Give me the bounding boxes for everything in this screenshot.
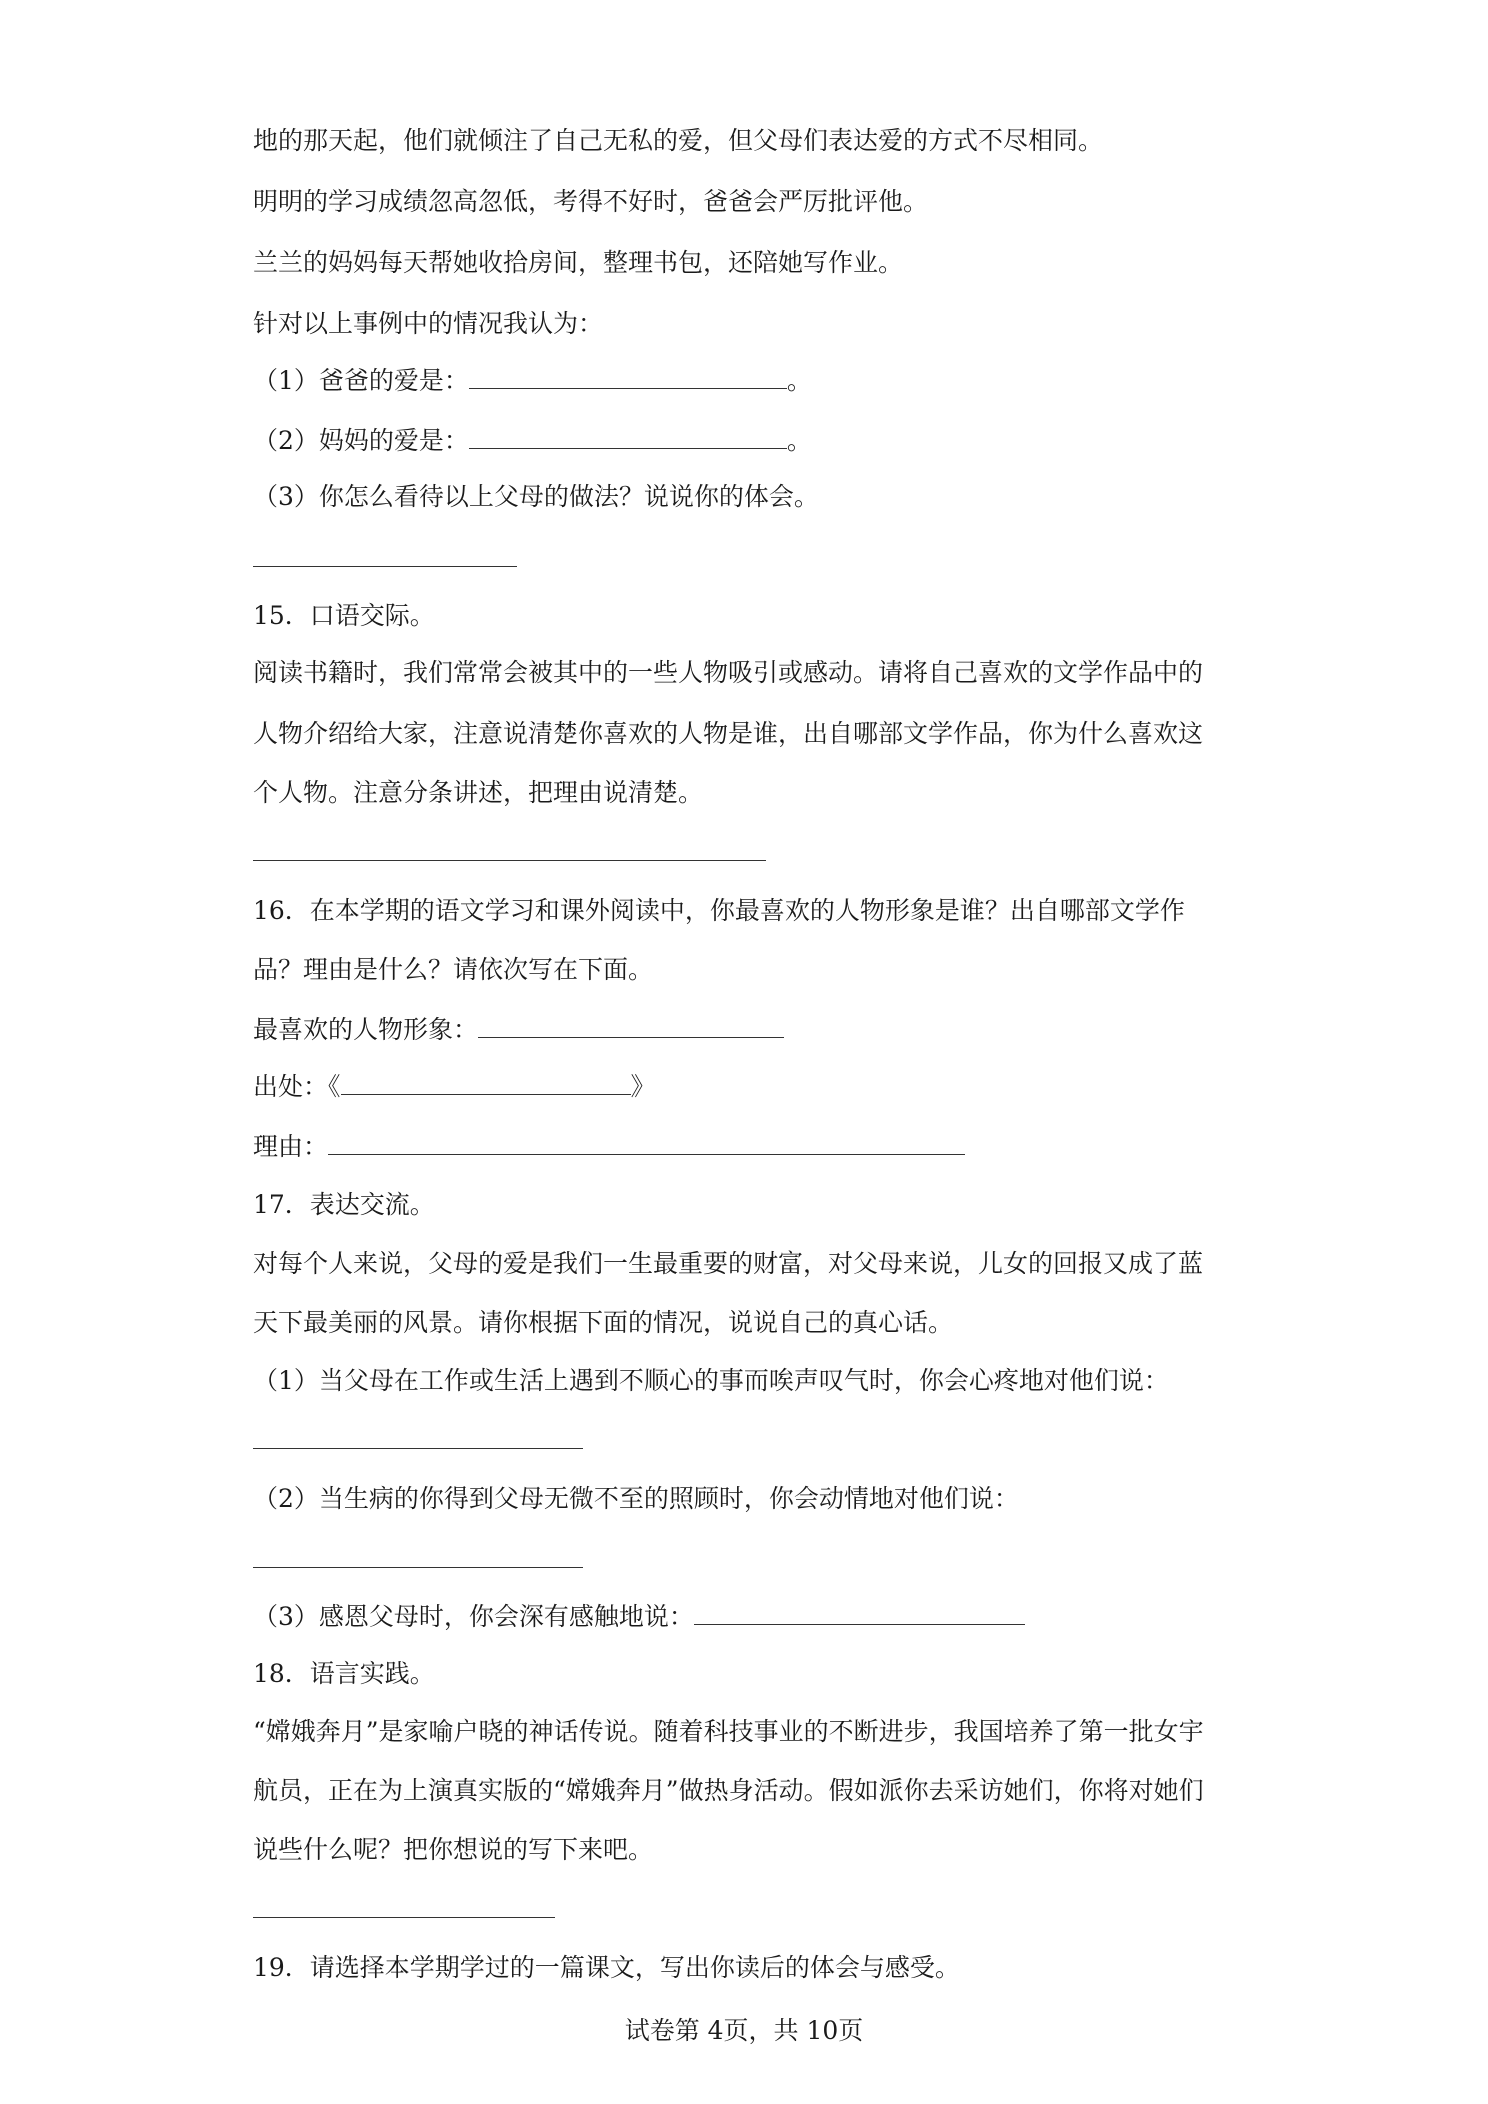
- q17-item-1: （1）当父母在工作或生活上遇到不顺心的事而唉声叹气时，你会心疼地对他们说：: [253, 1366, 1169, 1395]
- q14-item-1: [253, 364, 812, 398]
- q17-item-2: （2）当生病的你得到父母无微不至的照顾时，你会动情地对他们说：: [253, 1484, 1019, 1513]
- q16-reason-label: 理由：: [253, 1132, 329, 1161]
- q15-answer-blank[interactable]: [253, 860, 766, 861]
- q16-favorite-label: 最喜欢的人物形象：: [253, 1015, 479, 1044]
- q14-item-1-label: （1）爸爸的爱是：: [253, 366, 469, 395]
- q15-para-line-3: 个人物。注意分条讲述，把理由说清楚。: [253, 778, 704, 807]
- q14-item-3: （3）你怎么看待以上父母的做法？说说你的体会。: [253, 482, 819, 511]
- q19-prompt: 19．请选择本学期学过的一篇课文，写出你读后的体会与感受。: [253, 1953, 960, 1982]
- q18-para-line-3: 说些什么呢？把你想说的写下来吧。: [253, 1835, 654, 1864]
- passage-line-1: 地的那天起，他们就倾注了自己无私的爱，但父母们表达爱的方式不尽相同。: [253, 126, 1104, 155]
- q17-item-3-label: （3）感恩父母时，你会深有感触地说：: [253, 1602, 694, 1631]
- q16-favorite-row: [253, 1013, 784, 1047]
- q16-source-label: 出处：《: [253, 1072, 341, 1101]
- q16-reason-row: [253, 1130, 965, 1164]
- q18-para-line-2: 航员，正在为上演真实版的“嫦娥奔月”做热身活动。假如派你去采访她们，你将对她们: [253, 1776, 1204, 1805]
- q17-para-line-1: 对每个人来说，父母的爱是我们一生最重要的财富，对父母来说，儿女的回报又成了蓝: [253, 1249, 1204, 1278]
- q17-item-3-blank[interactable]: [694, 1600, 1025, 1625]
- passage-line-2: 明明的学习成绩忽高忽低，考得不好时，爸爸会严厉批评他。: [253, 187, 929, 216]
- q16-para-line-1: 16．在本学期的语文学习和课外阅读中，你最喜欢的人物形象是谁？出自哪部文学作: [253, 896, 1185, 925]
- q16-favorite-blank[interactable]: [478, 1013, 784, 1038]
- q14-item-1-blank[interactable]: [469, 364, 787, 389]
- q14-item-2-label: （2）妈妈的爱是：: [253, 426, 469, 455]
- q17-item-2-blank[interactable]: [253, 1567, 583, 1568]
- q15-title: 15．口语交际。: [253, 601, 435, 630]
- q14-answer-blank[interactable]: [253, 566, 517, 567]
- q17-item-3: [253, 1600, 1025, 1634]
- q16-reason-blank[interactable]: [328, 1130, 965, 1155]
- q14-item-2-suffix: 。: [786, 426, 812, 455]
- q18-para-line-1: “嫦娥奔月”是家喻户晓的神话传说。随着科技事业的不断进步，我国培养了第一批女宇: [253, 1717, 1204, 1746]
- q17-title: 17．表达交流。: [253, 1190, 435, 1219]
- page-footer: 试卷第 4页，共 10页: [624, 2016, 864, 2045]
- q18-title: 18．语言实践。: [253, 1659, 435, 1688]
- passage-line-4: 针对以上事例中的情况我认为：: [253, 309, 604, 338]
- q14-item-1-suffix: 。: [786, 366, 812, 395]
- q17-item-1-blank[interactable]: [253, 1448, 583, 1449]
- q16-source-row: [253, 1070, 656, 1104]
- q15-para-line-1: 阅读书籍时，我们常常会被其中的一些人物吸引或感动。请将自己喜欢的文学作品中的: [253, 658, 1204, 687]
- q16-source-suffix: 》: [630, 1072, 656, 1101]
- q18-answer-blank[interactable]: [253, 1917, 555, 1918]
- q16-para-line-2: 品？理由是什么？请依次写在下面。: [253, 955, 654, 984]
- q15-para-line-2: 人物介绍给大家，注意说清楚你喜欢的人物是谁，出自哪部文学作品，你为什么喜欢这: [253, 719, 1204, 748]
- q14-item-2: [253, 424, 812, 458]
- q14-item-2-blank[interactable]: [469, 424, 787, 449]
- passage-line-3: 兰兰的妈妈每天帮她收拾房间，整理书包，还陪她写作业。: [253, 248, 904, 277]
- q16-source-blank[interactable]: [341, 1070, 631, 1095]
- q17-para-line-2: 天下最美丽的风景。请你根据下面的情况，说说自己的真心话。: [253, 1308, 954, 1337]
